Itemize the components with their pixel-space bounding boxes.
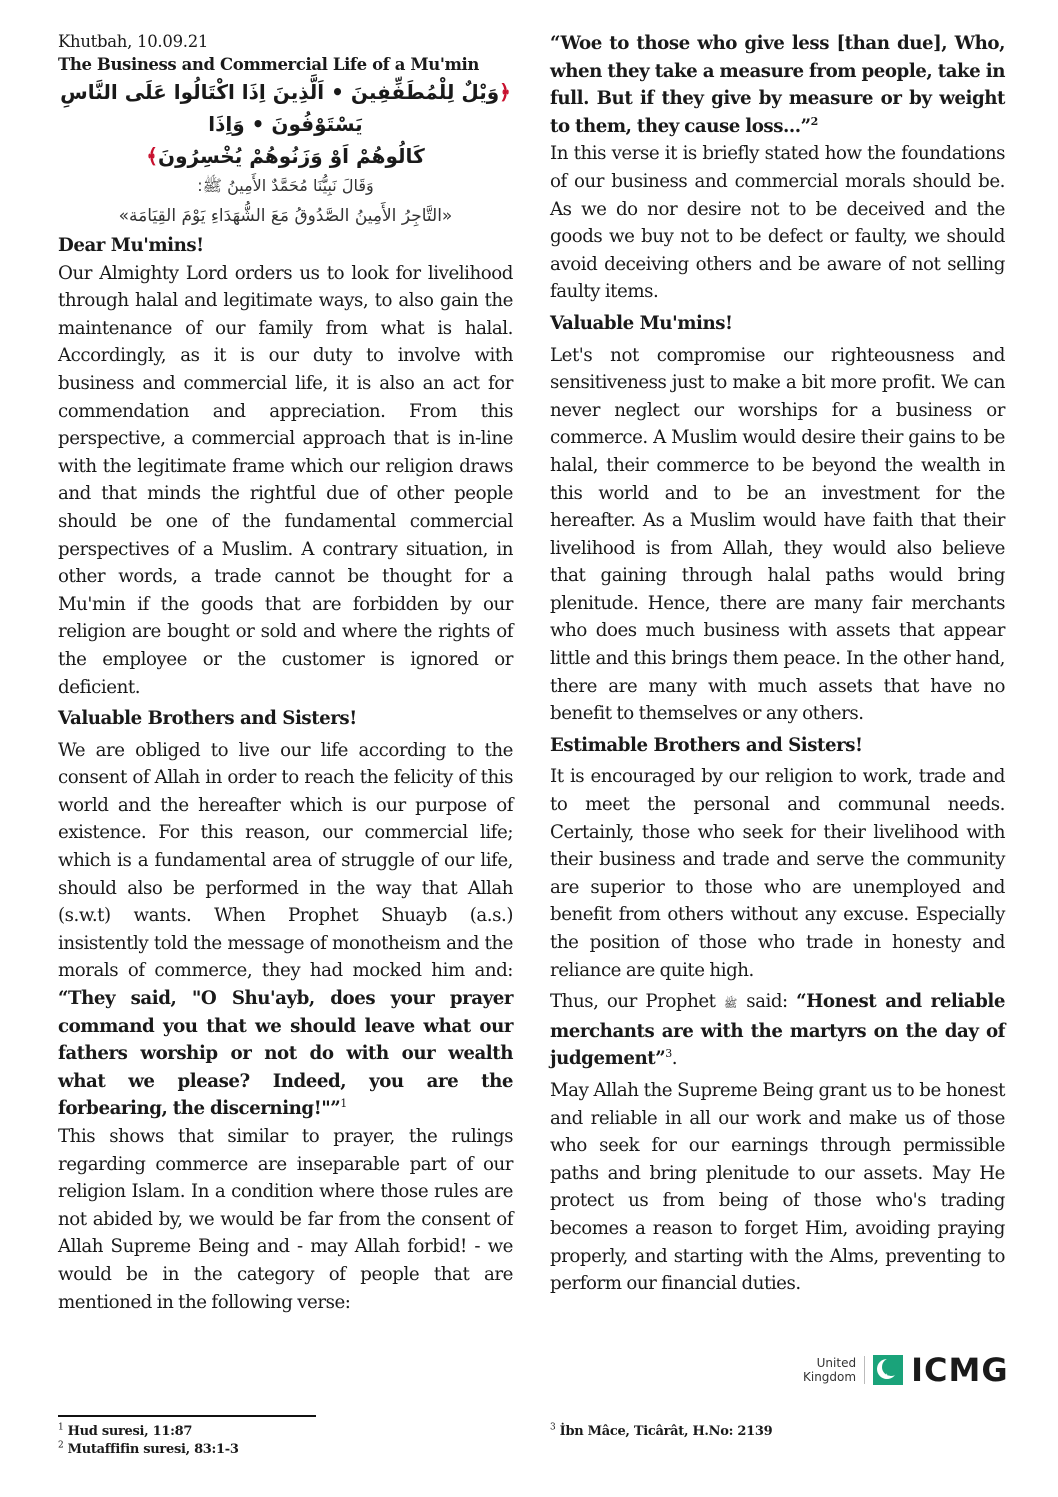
quran-quote: “Woe to those who give less [than due], Who, when they take a measure from people, take in full. But if they give by measure or by weight to them, they cause loss...”$^2$ <box>550 33 1005 137</box>
crescent-globe-icon: ★ <box>873 1355 903 1385</box>
paragraph: This shows that similar to prayer, the rulings regarding commerce are inseparable part of our religion Islam. In a condition where those rules are not abided by, we would be far from the consent of Allah Supreme Being and - may Allah forbid! - we would be in the category of people that are mentioned in the following verse: <box>58 1126 513 1313</box>
paragraph: May Allah the Supreme Being grant us to be honest and reliable in all our work and make us of those who seek for our earnings through permissible paths and bring plenitude to our assets. May He protect us from being of those who's trading becomes a reason to forget Him, avoiding praying properly, and starting with the Alms, preventing to perform our financial duties. <box>550 1079 1005 1295</box>
khutbah-date: Khutbah, 10.09.21 <box>58 32 209 51</box>
left-column <box>58 30 513 1316</box>
right-column <box>550 30 1005 1298</box>
footnote: $^1$ Hud suresi, 11:87 <box>58 1422 193 1439</box>
paragraph: We are obliged to live our life according to the consent of Allah in order to reach the felicity of this world and the hereafter which is our purpose of existence. For this reason, our commercial life; which is a fundamental area of struggle of our life, should also be performed in the way that Allah (s.w.t) wants. When Prophet Shuayb (a.s.) insistently told the message of monotheism and the morals of commerce, they had mocked him and: “They said, "O Shu'ayb, does your prayer command you that we should leave what our fathers worship or not do with our wealth what we please? Indeed, you are the forbearing, the discerning!"”$^1$ <box>58 739 513 1120</box>
quran-quote: “They said, "O Shu'ayb, does your prayer command you that we should leave what our fathers worship or not do with our wealth what we please? Indeed, you are the forbearing, the discerning!"” <box>58 988 513 1120</box>
footnote-ref[interactable]: 1 <box>340 1097 347 1111</box>
arabic-verse-line2: كَالُوهُمْ اَوْ وَزَنُوهُمْ يُخْسِرُونَ﴾ <box>146 144 425 168</box>
section-heading: Valuable Mu'mins! <box>550 312 733 334</box>
section-heading: Estimable Brothers and Sisters! <box>550 734 863 756</box>
paragraph: In this verse it is briefly stated how the foundations of our business and commercial morals should be. As we do nor desire not to be deceived and the goods we buy not to be defect or faulty, we should avoid deceiving others and be aware of not selling faulty items. <box>550 143 1005 303</box>
footnote: $^3$ İbn Mâce, Ticârât, H.No: 2139 <box>550 1422 773 1439</box>
paragraph: Our Almighty Lord orders us to look for livelihood through halal and legitimate ways, to also gain the maintenance of our family from what is halal. Accordingly, as it is our duty to involve with business and commercial life, it is also an act for commendation and appreciation. From this perspective, a commercial approach that is in-line with the legitimate frame which our religion draws and that minds the rightful due of other people should be one of the fundamental commercial perspectives of a Muslim. A contrary situation, in other words, a trade cannot be thought for a Mu'min if the goods that are forbidden by our religion are bought or sold and where the rights of the employee or the customer is ignored or deficient. <box>58 262 513 698</box>
paragraph: It is encouraged by our religion to work, trade and to meet the personal and communal needs. Certainly, those who seek for their livelihood with their business and trade and serve the community are superior to those who are unemployed and benefit from others without any excuse. Especially the position of those who trade in honesty and reliance are quite high. <box>550 766 1005 981</box>
section-heading: Dear Mu'mins! <box>58 235 204 256</box>
page-title: The Business and Commercial Life of a Mu'min <box>58 55 479 74</box>
paragraph: Thus, our Prophet ﷺ said: “Honest and reliable merchants are with the martyrs on the day of judgement”$^3$. <box>550 991 1005 1070</box>
arabic-verse-line1: ﴿وَيْلٌ لِلْمُطَفِّفِينَ • اَلَّذِينَ اِذَا اكْتَالُوا عَلَى النَّاسِ يَسْتَوْفُونَ • وَاِذَا <box>60 80 511 136</box>
verse-bracket-icon: ﴿ <box>499 80 511 104</box>
logo-country: United Kingdom <box>803 1356 865 1384</box>
footnote: $^2$ Mutaffifin suresi, 83:1-3 <box>58 1440 239 1457</box>
verse-bracket-icon: ﴾ <box>146 144 159 168</box>
logo-brand: ICMG <box>911 1351 1009 1389</box>
paragraph: Let's not compromise our righteousness and sensitiveness just to make a bit more profit. We can never neglect our worships for a business or commerce. A Muslim would desire their gains to be halal, their commerce to be beyond the wealth in this world and to be an investment for the hereafter. As a Muslim would have faith that their livelihood is from Allah, they would also believe that gaining through halal paths would bring plenitude. Hence, there are many fair merchants who does much business with assets that appear little and this brings them peace. In the other hand, there are many with much assets that have no benefit to themselves or any others. <box>550 344 1005 725</box>
icmg-logo <box>803 1350 1009 1390</box>
pbuh-icon: ﷺ <box>723 997 738 1011</box>
footnotes-right <box>550 1423 772 1441</box>
footnote-ref[interactable]: 2 <box>810 114 818 128</box>
hadith-quote: “Honest and reliable merchants are with the martyrs on the day of judgement” <box>550 991 1005 1070</box>
footnotes-left <box>58 1423 239 1459</box>
footnote-ref[interactable]: 3 <box>665 1047 672 1061</box>
arabic-prophet-line: وَقَالَ نَبِيُّنَا مُحَمَّدٌ الأَمِينُ ﷺ: <box>197 176 374 195</box>
arabic-hadith: «التَّاجِرُ الأَمِينُ الصَّدُوقُ مَعَ الشُّهَدَاءِ يَوْمَ القِيَامَة» <box>118 206 453 226</box>
footnote-divider <box>58 1415 316 1417</box>
section-heading: Valuable Brothers and Sisters! <box>58 708 357 730</box>
